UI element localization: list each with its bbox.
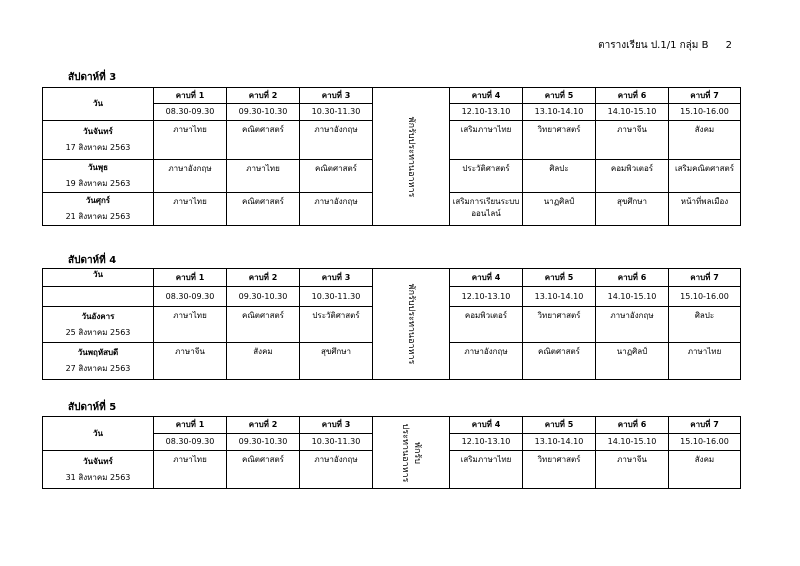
subject-cell: คณิตศาสตร์ [523, 343, 596, 380]
period-header: คาบที่ 3 [300, 417, 373, 434]
lunch-break-label [399, 423, 423, 482]
time-slot: 08.30-09.30 [154, 104, 227, 121]
subject-cell: คอมพิวเตอร์ [596, 160, 669, 193]
subject-cell: ภาษาไทย [669, 343, 741, 380]
lunch-break-label: พักรับประทานอาหาร [406, 283, 416, 365]
subject-cell: ภาษาไทย [227, 160, 300, 193]
lunch-break-label-part: ประทานอาหาร [400, 423, 410, 482]
day-cell [43, 451, 154, 489]
period-header: คาบที่ 1 [154, 88, 227, 104]
period-header: คาบที่ 1 [154, 417, 227, 434]
subject-cell: ภาษาจีน [596, 121, 669, 160]
time-slot: 15.10-16.00 [669, 287, 741, 307]
period-header: คาบที่ 6 [596, 88, 669, 104]
lunch-break-cell [373, 88, 450, 226]
subject-cell: ภาษาไทย [154, 307, 227, 343]
week-title: สัปดาห์ที่ 5 [68, 402, 117, 413]
period-header: คาบที่ 5 [523, 269, 596, 287]
subject-cell: วิทยาศาสตร์ [523, 451, 596, 489]
period-header: คาบที่ 2 [227, 269, 300, 287]
time-slot: 09.30-10.30 [227, 434, 300, 451]
day-header: วัน [43, 417, 154, 451]
period-header: คาบที่ 3 [300, 269, 373, 287]
time-slot: 14.10-15.10 [596, 287, 669, 307]
day-cell [43, 343, 154, 380]
time-slot: 09.30-10.30 [227, 287, 300, 307]
subject-cell: ภาษาอังกฤษ [154, 160, 227, 193]
period-header: คาบที่ 4 [450, 417, 523, 434]
subject-cell: ภาษาอังกฤษ [300, 193, 373, 226]
time-slot: 12.10-13.10 [450, 287, 523, 307]
time-slot: 12.10-13.10 [450, 434, 523, 451]
time-slot: 14.10-15.10 [596, 434, 669, 451]
time-slot: 13.10-14.10 [523, 434, 596, 451]
subject-cell: วิทยาศาสตร์ [523, 307, 596, 343]
lunch-break-label: พักรับประทานอาหาร [406, 116, 416, 197]
day-date: 21 สิงหาคม 2563 [65, 212, 131, 221]
period-header: คาบที่ 6 [596, 269, 669, 287]
time-slot: 10.30-11.30 [300, 434, 373, 451]
subject-cell: นาฏศิลป์ [523, 193, 596, 226]
time-slot: 10.30-11.30 [300, 287, 373, 307]
period-header: คาบที่ 4 [450, 269, 523, 287]
subject-cell: คณิตศาสตร์ [300, 160, 373, 193]
subject-cell: ศิลปะ [523, 160, 596, 193]
time-slot: 08.30-09.30 [154, 287, 227, 307]
subject-cell: คณิตศาสตร์ [227, 451, 300, 489]
document-title: ตารางเรียน ป.1/1 กลุ่ม B [598, 40, 709, 51]
subject-cell: สังคม [669, 451, 741, 489]
subject-cell: ศิลปะ [669, 307, 741, 343]
time-slot: 15.10-16.00 [669, 434, 741, 451]
document-header [598, 38, 732, 53]
subject-cell: คณิตศาสตร์ [227, 121, 300, 160]
period-header: คาบที่ 7 [669, 417, 741, 434]
day-cell [43, 160, 154, 193]
time-slot: 09.30-10.30 [227, 104, 300, 121]
subject-cell: ภาษาไทย [154, 193, 227, 226]
subject-cell: เสริมคณิตศาสตร์ [669, 160, 741, 193]
subject-cell: นาฏศิลป์ [596, 343, 669, 380]
subject-cell: ภาษาจีน [596, 451, 669, 489]
subject-cell: สุขศึกษา [596, 193, 669, 226]
subject-cell: เสริมภาษาไทย [450, 451, 523, 489]
day-name: วันจันทร์ [83, 127, 113, 136]
subject-cell: สังคม [227, 343, 300, 380]
subject-cell: ภาษาจีน [154, 343, 227, 380]
day-name: วันอังคาร [81, 311, 115, 321]
period-header: คาบที่ 3 [300, 88, 373, 104]
subject-cell: คณิตศาสตร์ [227, 193, 300, 226]
subject-cell: ภาษาอังกฤษ [300, 451, 373, 489]
day-cell [43, 193, 154, 226]
day-header-blank [43, 287, 154, 307]
week-title: สัปดาห์ที่ 3 [68, 72, 117, 83]
time-slot: 08.30-09.30 [154, 434, 227, 451]
period-header: คาบที่ 5 [523, 88, 596, 104]
subject-cell: เสริมการเรียนระบบออนไลน์ [450, 193, 523, 226]
subject-cell: ภาษาอังกฤษ [596, 307, 669, 343]
subject-cell: คอมพิวเตอร์ [450, 307, 523, 343]
subject-cell: ภาษาไทย [154, 451, 227, 489]
week-title: สัปดาห์ที่ 4 [68, 255, 117, 266]
subject-cell: ประวัติศาสตร์ [450, 160, 523, 193]
period-header: คาบที่ 4 [450, 88, 523, 104]
lunch-break-cell [373, 417, 450, 489]
day-header: วัน [43, 269, 154, 287]
time-slot: 10.30-11.30 [300, 104, 373, 121]
day-header: วัน [43, 88, 154, 121]
day-date: 25 สิงหาคม 2563 [65, 327, 131, 337]
subject-cell: ภาษาอังกฤษ [450, 343, 523, 380]
subject-cell: ประวัติศาสตร์ [300, 307, 373, 343]
timetable-week-5 [42, 416, 741, 489]
subject-cell: สุขศึกษา [300, 343, 373, 380]
day-name: วันศุกร์ [85, 196, 111, 205]
period-header: คาบที่ 1 [154, 269, 227, 287]
day-cell [43, 121, 154, 160]
day-date: 17 สิงหาคม 2563 [65, 143, 131, 152]
subject-cell: สังคม [669, 121, 741, 160]
time-slot: 14.10-15.10 [596, 104, 669, 121]
period-header: คาบที่ 7 [669, 88, 741, 104]
timetable-week-4 [42, 268, 741, 380]
subject-cell: เสริมภาษาไทย [450, 121, 523, 160]
time-slot: 12.10-13.10 [450, 104, 523, 121]
day-date: 27 สิงหาคม 2563 [65, 364, 131, 373]
day-name: วันพุธ [87, 163, 109, 172]
day-name: วันจันทร์ [83, 456, 113, 466]
period-header: คาบที่ 7 [669, 269, 741, 287]
period-header: คาบที่ 2 [227, 88, 300, 104]
day-cell [43, 307, 154, 343]
period-header: คาบที่ 2 [227, 417, 300, 434]
subject-cell: วิทยาศาสตร์ [523, 121, 596, 160]
day-date: 19 สิงหาคม 2563 [65, 179, 131, 188]
time-slot: 13.10-14.10 [523, 287, 596, 307]
page-number: 2 [725, 40, 732, 51]
subject-cell: ภาษาไทย [154, 121, 227, 160]
lunch-break-label-part: พักรับ [412, 441, 422, 464]
subject-cell: คณิตศาสตร์ [227, 307, 300, 343]
period-header: คาบที่ 5 [523, 417, 596, 434]
timetable-week-3 [42, 87, 741, 226]
period-header: คาบที่ 6 [596, 417, 669, 434]
subject-cell: ภาษาอังกฤษ [300, 121, 373, 160]
time-slot: 15.10-16.00 [669, 104, 741, 121]
time-slot: 13.10-14.10 [523, 104, 596, 121]
day-date: 31 สิงหาคม 2563 [65, 472, 131, 482]
lunch-break-cell [373, 269, 450, 380]
subject-cell: หน้าที่พลเมือง [669, 193, 741, 226]
day-name: วันพฤหัสบดี [77, 348, 119, 357]
